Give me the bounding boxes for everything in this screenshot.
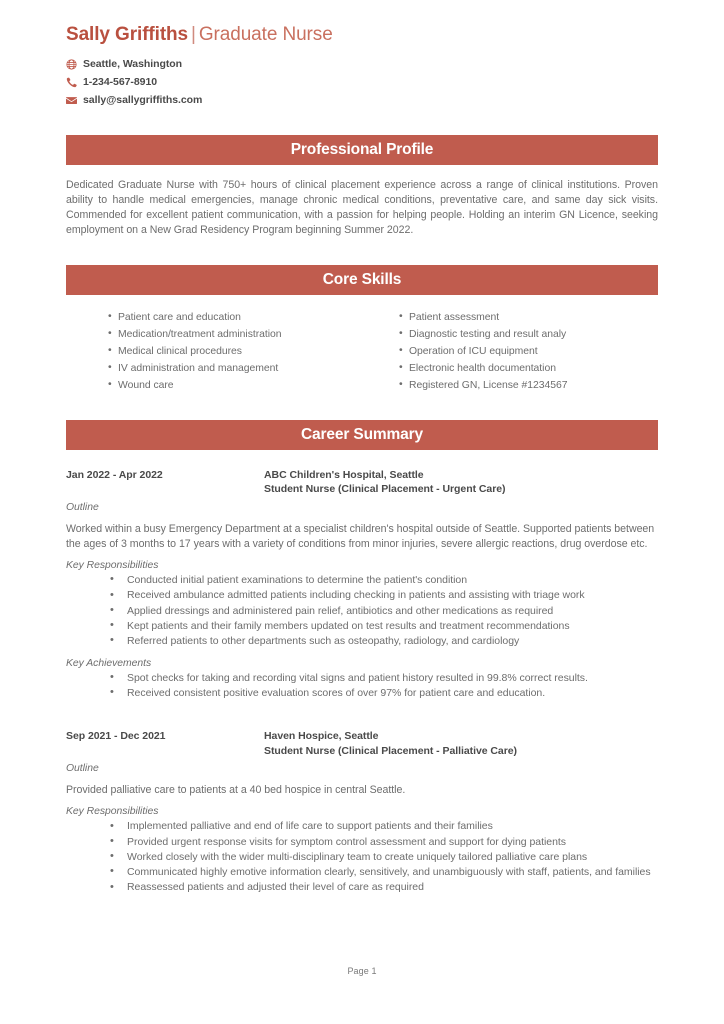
- job-position: Student Nurse (Clinical Placement - Urgent Care): [264, 483, 506, 496]
- job-header: [66, 729, 658, 758]
- job-outline-text: Provided palliative care to patients at a 40 bed hospice in central Seattle.: [66, 784, 406, 797]
- section-header-career-summary: [66, 420, 658, 450]
- job-header: [66, 468, 658, 497]
- contact-location-text: Seattle, Washington: [83, 58, 183, 71]
- list-item: • Registered GN, License #1234567: [399, 377, 658, 394]
- contact-email-text: sally@sallygriffiths.com: [83, 94, 203, 107]
- list-item: • Received consistent positive evaluation scores of over 97% for patient care and education.: [66, 686, 658, 701]
- achievements-list: [66, 671, 658, 702]
- section-title: Career Summary: [301, 425, 423, 443]
- job-employer: Haven Hospice, Seattle: [264, 730, 379, 743]
- contact-phone-text: 1-234-567-8910: [83, 76, 158, 89]
- section-header-professional-profile: [66, 135, 658, 165]
- job-dates: Sep 2021 - Dec 2021: [66, 730, 166, 743]
- section-title: Core Skills: [322, 270, 402, 288]
- list-item: • Referred patients to other departments such as osteopathy, radiology, and cardiology: [66, 634, 658, 649]
- list-item: • Electronic health documentation: [399, 360, 658, 377]
- list-item: • Operation of ICU equipment: [399, 343, 658, 360]
- list-item: • Medication/treatment administration: [108, 326, 362, 343]
- list-item: • Diagnostic testing and result analy: [399, 326, 658, 343]
- list-item: • Medical clinical procedures: [108, 343, 362, 360]
- list-item: • Provided urgent response visits for symptom control assessment and support for dying patients: [66, 835, 658, 850]
- list-item: • Spot checks for taking and recording vital signs and patient history resulted in 99.8% correct results.: [66, 671, 658, 686]
- responsibilities-label: Key Responsibilities: [66, 560, 159, 572]
- list-item: • Applied dressings and administered pain relief, antibiotics and other medications as required: [66, 604, 658, 619]
- contact-email: [66, 92, 658, 109]
- job-outline-text: Worked within a busy Emergency Department at a specialist children's hospital outside of Seattle. Supported patients between the ages of 3 months to 17 years with a variety of conditions from minor injuries, severe allergic reactions, drug overdose etc.: [66, 522, 655, 550]
- name-and-role: [66, 24, 658, 47]
- outline-label: Outline: [66, 501, 99, 513]
- job-position: Student Nurse (Clinical Placement - Palliative Care): [264, 744, 517, 757]
- job-entry: [66, 729, 658, 896]
- resume-header: [66, 0, 658, 109]
- contact-phone: [66, 74, 658, 91]
- contact-list: [66, 56, 658, 109]
- job-employer-and-position: [264, 729, 517, 758]
- list-item: • Worked closely with the wider multi-disciplinary team to create uniquely tailored palliative care plans: [66, 850, 658, 865]
- list-item: • IV administration and management: [108, 360, 362, 377]
- list-item: • Received ambulance admitted patients including checking in patients and assisting with triage work: [66, 588, 658, 603]
- core-skills-left-column: [66, 309, 362, 394]
- list-item: • Kept patients and their family members updated on test results and treatment recommendations: [66, 619, 658, 634]
- achievements-label: Key Achievements: [66, 657, 152, 669]
- responsibilities-list: [66, 573, 658, 649]
- job-employer-and-position: [264, 468, 506, 497]
- list-item: • Patient care and education: [108, 309, 362, 326]
- outline-label: Outline: [66, 763, 99, 775]
- responsibilities-label: Key Responsibilities: [66, 806, 159, 818]
- section-header-core-skills: [66, 265, 658, 295]
- list-item: • Implemented palliative and end of life care to support patients and their families: [66, 819, 658, 834]
- page-footer: [0, 961, 724, 979]
- core-skills-right-column: [362, 309, 658, 394]
- responsibilities-list: [66, 819, 658, 895]
- page-number: Page 1: [347, 966, 377, 976]
- list-item: • Patient assessment: [399, 309, 658, 326]
- section-title: Professional Profile: [290, 140, 434, 158]
- job-entry: [66, 468, 658, 701]
- candidate-name: Sally Griffiths: [66, 24, 189, 45]
- list-item: • Communicated highly emotive information clearly, sensitively, and unambiguously with staff, patients, and families: [66, 865, 658, 880]
- list-item: • Reassessed patients and adjusted their level of care as required: [66, 880, 658, 895]
- job-dates: Jan 2022 - Apr 2022: [66, 468, 163, 481]
- globe-icon: [66, 58, 81, 71]
- list-item: • Wound care: [108, 377, 362, 394]
- phone-icon: [66, 76, 81, 89]
- list-item: • Conducted initial patient examinations to determine the patient's condition: [66, 573, 658, 588]
- job-employer: ABC Children's Hospital, Seattle: [264, 468, 424, 481]
- name-separator: |: [191, 24, 196, 45]
- professional-profile-body: Dedicated Graduate Nurse with 750+ hours of clinical placement experience across a range of clinical institutions. Proven ability to handle medical emergencies, manage chronic medical conditions, preventative care, and same day sick visits. Commended for excellent patient communication, with a passion for helping people. Holding an interim GN Licence, seeking employment on a New Grad Residency Program beginning Summer 2022.: [66, 178, 658, 237]
- core-skills-columns: [66, 309, 658, 394]
- candidate-role: Graduate Nurse: [198, 24, 333, 45]
- job-spacer: [66, 701, 658, 711]
- contact-location: [66, 56, 658, 73]
- envelope-icon: [66, 94, 81, 107]
